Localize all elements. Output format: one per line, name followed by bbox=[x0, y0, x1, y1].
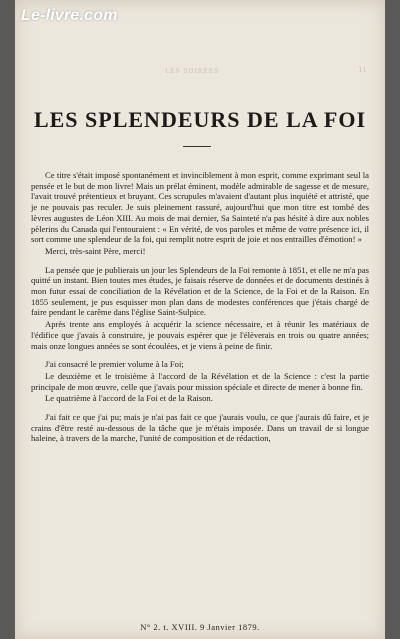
paragraph-origin: La pensée que je publierais un jour les Splendeurs de la Foi remonte à 1851, et elle ne m'a pas quitté un instant. Bien toutes mes études, je faisais réserve de données et de documents destinés à mon futur essai de conciliation de la Révélation et de la Science, de la Foi et de la Raison. En 1855 seulement, je pus esquisser mon plan dans de modestes conférences que j'étais chargé de faire pendant le carême dans l'église Saint-Sulpice. bbox=[31, 264, 369, 318]
page-footer: N° 2. t. XVIII. 9 Janvier 1879. bbox=[140, 622, 260, 632]
paragraph-volume-2-3: Le deuxième et le troisième à l'accord de la Révélation et de la Science : c'est la partie principale de mon œuvre, celle que j'avais pour mission spéciale et directe de mener à bonne fin. bbox=[31, 370, 369, 392]
paragraph-intro: Ce titre s'était imposé spontanément et invinciblement à mon esprit, comme exprimant seul la pensée et le but de mon livre! Mais un prélat éminent, modèle admirable de sagesse et de mesure, l'avait trouvé prétentieux et bruyant. Ces scrupules m'avaient d'autant plus inquiété et attristé, que je ne pouvais pas reculer. Je suis pleinement rassuré, aujourd'hui que mon titre est tombé des lèvres augustes de Léon XIII. Au mois de mai dernier, Sa Sainteté n'a pas hésité à dire aux nobles pèlerins du Canada qui l'entouraient : « En vérité, de vos paroles et même de votre présence ici, il sort comme une splendeur de la foi, qui remplit notre esprit de joie et nos entrailles d'émotion! » bbox=[31, 170, 369, 245]
watermark-logo: Le-livre.com bbox=[21, 7, 118, 24]
document-page bbox=[15, 0, 385, 639]
paragraph-years: Après trente ans employés à acquérir la science nécessaire, et à réunir les matériaux de l'édifice que j'avais à construire, je pouvais espérer que je l'élèverais en trois ou quatre années; mais onze longues années se sont écoulées, et je viens à peine de finir. bbox=[31, 319, 369, 351]
paragraph-volume-1: J'ai consacré le premier volume à la Foi; bbox=[45, 359, 184, 370]
running-head: LES SOIRÉES bbox=[165, 68, 220, 75]
paragraph-thanks: Merci, très-saint Père, merci! bbox=[45, 245, 146, 256]
article-body bbox=[31, 170, 369, 445]
title-divider bbox=[183, 146, 211, 147]
page-number: 11 bbox=[358, 66, 367, 74]
paragraph-volume-4: Le quatrième à l'accord de la Foi et de la Raison. bbox=[45, 393, 213, 404]
page-title: LES SPLENDEURS DE LA FOI bbox=[33, 107, 367, 132]
paragraph-conclusion: J'ai fait ce que j'ai pu; mais je n'ai pas fait ce que j'aurais voulu, ce que j'aurais dû faire, et je crains d'être resté au-dessous de la tâche que je m'étais imposée. Dans un travail de si longue haleine, à travers de la marche, l'unité de composition et de rédaction, bbox=[31, 412, 369, 444]
